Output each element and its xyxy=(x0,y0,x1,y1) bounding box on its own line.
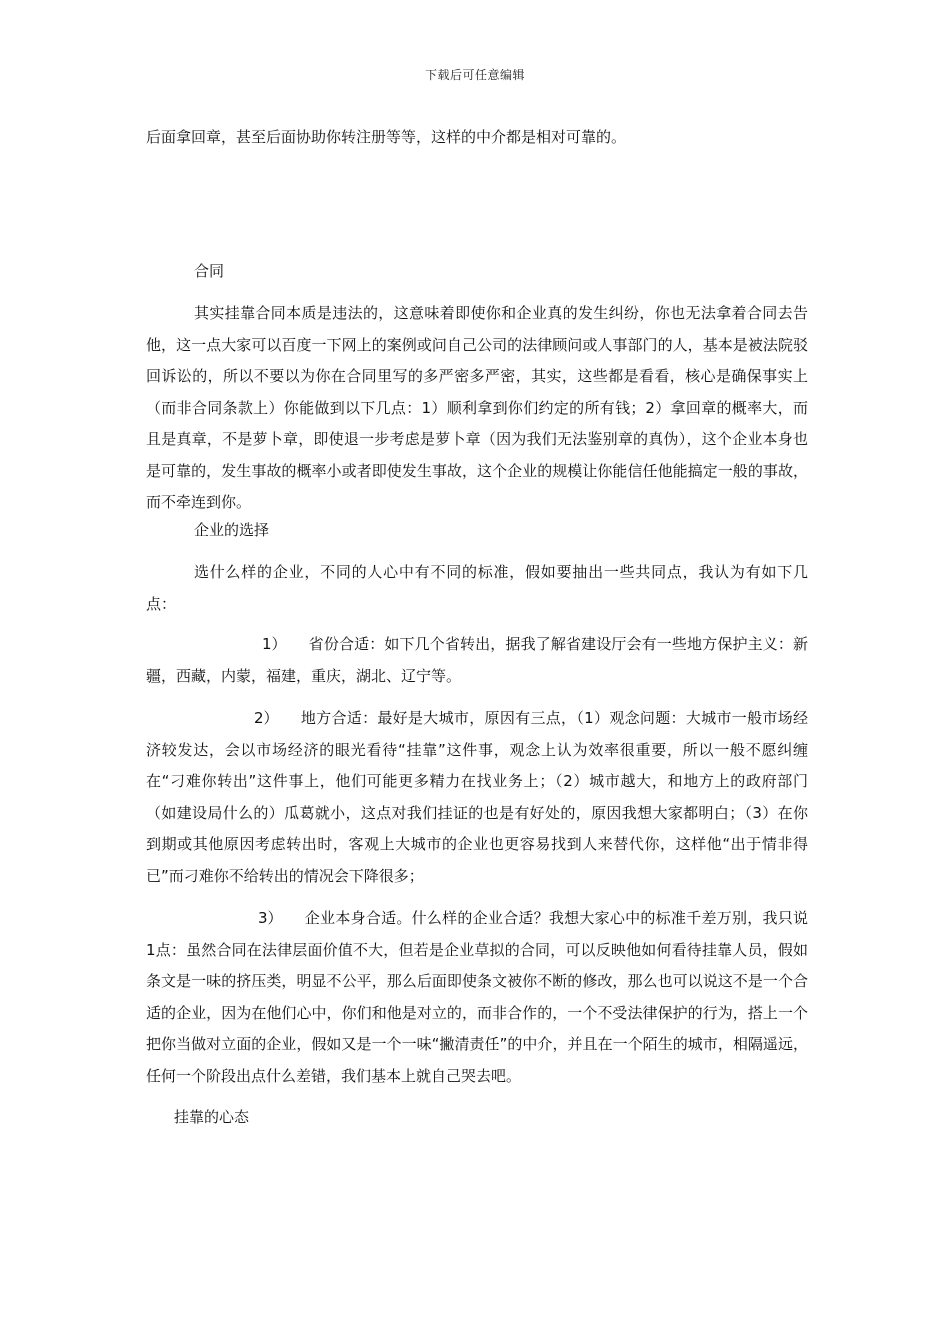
heading-mindset: 挂靠的心态 xyxy=(174,1108,250,1126)
list-item-province xyxy=(146,629,808,692)
heading-contract: 合同 xyxy=(194,262,225,280)
list-item-number: 1） xyxy=(262,635,287,653)
list-item-number: 2） xyxy=(254,709,279,727)
choice-intro-paragraph: 选什么样的企业，不同的人心中有不同的标准，假如要抽出一些共同点，我认为有如下几点： xyxy=(146,563,808,613)
list-item-text: 地方合适：最好是大城市，原因有三点，（1）观念问题：大城市一般市场经济较发达，会以市场经济的眼光看待“挂靠”这件事，观念上认为效率很重要，所以一般不愿纠缠在“刁难你转出”这件事上，他们可能更多精力在找业务上；（2）城市越大，和地方上的政府部门（如建设局什么的）瓜葛就小，这点对我们挂证的也是有好处的，原因我想大家都明白；（3）在你到期或其他原因考虑转出时，客观上大城市的企业也更容易找到人来替代你，这样他“出于情非得已”而刁难你不给转出的情况会下降很多； xyxy=(146,709,808,885)
list-item-text: 企业本身合适。什么样的企业合适？我想大家心中的标准千差万别，我只说1点：虽然合同在法律层面价值不大，但若是企业草拟的合同，可以反映他如何看待挂靠人员，假如条文是一味的挤压类，明显不公平，那么后面即使条文被你不断的修改，那么也可以说这不是一个合适的企业，因为在他们心中，你们和他是对立的，而非合作的，一个不受法律保护的行为，搭上一个把你当做对立面的企业，假如又是一个一味“撇清责任”的中介，并且在一个陌生的城市，相隔遥远，任何一个阶段出点什么差错，我们基本上就自己哭去吧。 xyxy=(146,909,808,1085)
list-item-enterprise xyxy=(146,903,808,1092)
list-item-number: 3） xyxy=(258,909,283,927)
list-item-text: 省份合适：如下几个省转出，据我了解省建设厅会有一些地方保护主义：新疆，西藏，内蒙，福建，重庆，湖北、辽宁等。 xyxy=(146,635,808,685)
list-item-location xyxy=(146,703,808,892)
heading-enterprise-choice: 企业的选择 xyxy=(194,521,270,539)
page-header: 下载后可任意编辑 xyxy=(424,68,525,82)
continuation-paragraph: 后面拿回章，甚至后面协助你转注册等等，这样的中介都是相对可靠的。 xyxy=(146,128,627,146)
contract-paragraph: 其实挂靠合同本质是违法的，这意味着即使你和企业真的发生纠纷，你也无法拿着合同去告他，这一点大家可以百度一下网上的案例或问自己公司的法律顾问或人事部门的人，基本是被法院驳回诉讼的，所以不要以为你在合同里写的多严密多严密，其实，这些都是看看，核心是确保事实上（而非合同条款上）你能做到以下几点：1）顺利拿到你们约定的所有钱；2）拿回章的概率大，而且是真章，不是萝卜章，即使退一步考虑是萝卜章（因为我们无法鉴别章的真伪），这个企业本身也是可靠的，发生事故的概率小或者即使发生事故，这个企业的规模让你能信任他能搞定一般的事故，而不牵连到你。 xyxy=(146,304,808,511)
